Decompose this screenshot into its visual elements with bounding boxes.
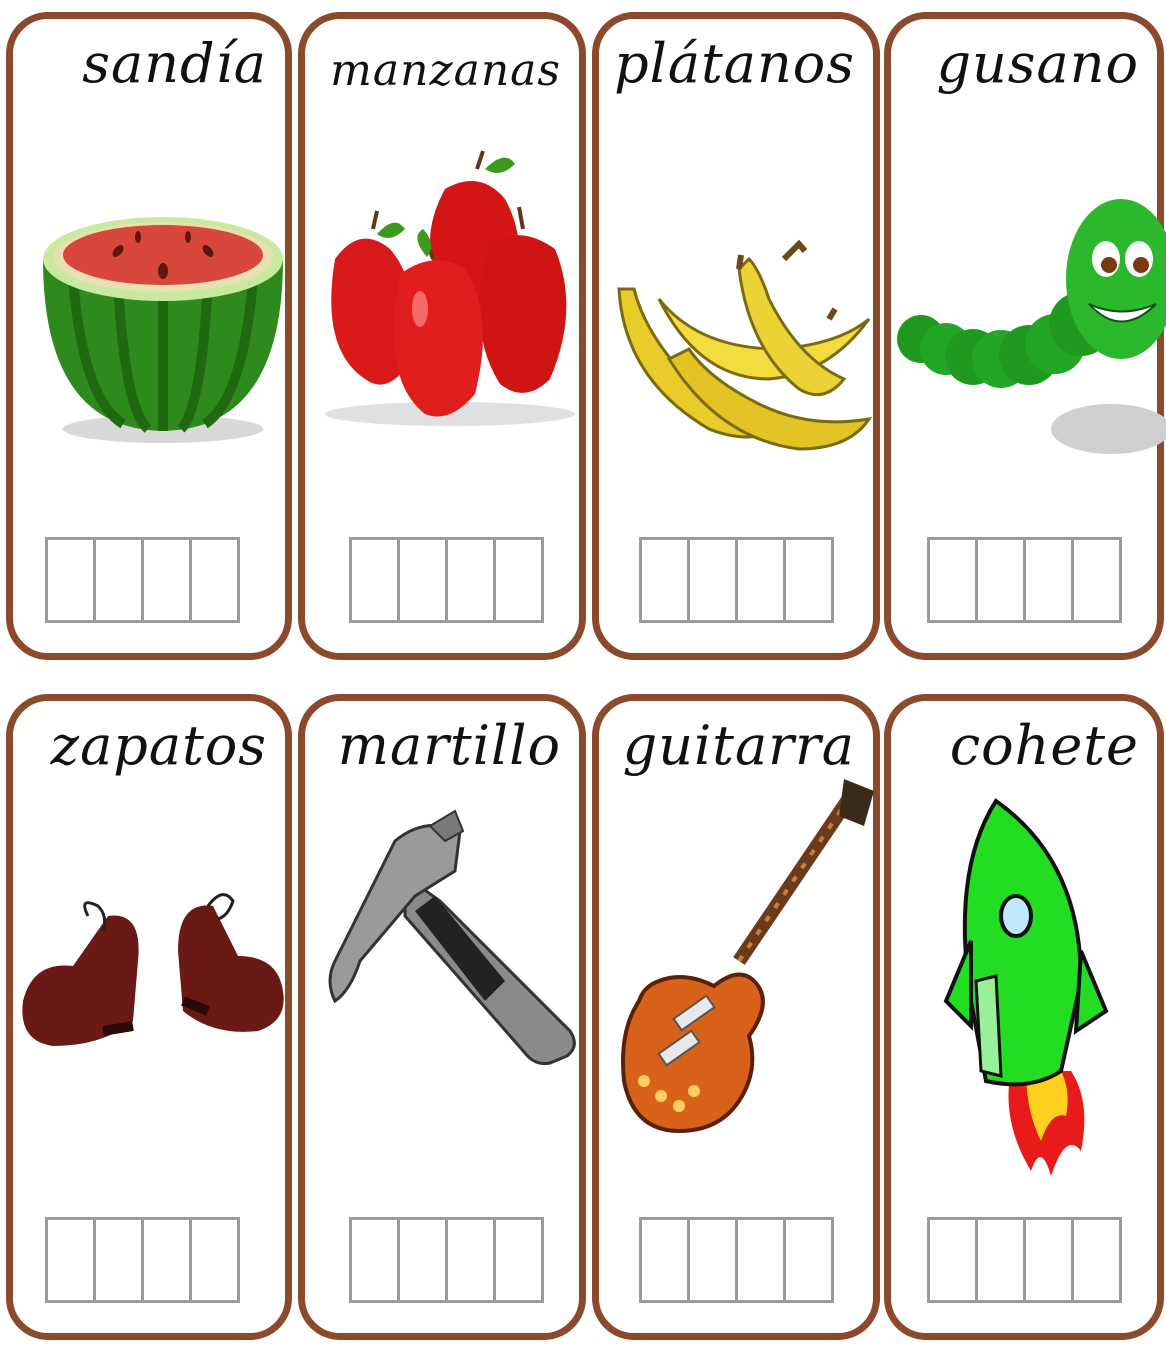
letter-boxes — [639, 537, 831, 623]
letter-box[interactable] — [45, 537, 96, 623]
card-platanos — [592, 12, 880, 660]
letter-box[interactable] — [141, 1217, 192, 1303]
card-word: zapatos — [50, 714, 267, 777]
card-guitarra — [592, 694, 880, 1340]
letter-box[interactable] — [141, 537, 192, 623]
letter-boxes — [639, 1217, 831, 1303]
letter-box[interactable] — [493, 1217, 544, 1303]
letter-box[interactable] — [927, 1217, 978, 1303]
letter-box[interactable] — [687, 1217, 738, 1303]
letter-box[interactable] — [735, 1217, 786, 1303]
card-word: guitarra — [622, 714, 855, 777]
card-word: martillo — [337, 714, 561, 777]
letter-box[interactable] — [1023, 1217, 1074, 1303]
card-martillo — [298, 694, 586, 1340]
card-word: gusano — [936, 32, 1139, 95]
letter-box[interactable] — [687, 537, 738, 623]
letter-box[interactable] — [349, 537, 400, 623]
letter-box[interactable] — [639, 1217, 690, 1303]
letter-box[interactable] — [189, 537, 240, 623]
letter-box[interactable] — [445, 537, 496, 623]
card-cohete — [884, 694, 1164, 1340]
letter-boxes — [349, 1217, 541, 1303]
card-zapatos — [6, 694, 292, 1340]
letter-box[interactable] — [189, 1217, 240, 1303]
card-gusano — [884, 12, 1164, 660]
letter-box[interactable] — [783, 537, 834, 623]
letter-box[interactable] — [397, 537, 448, 623]
letter-box[interactable] — [1071, 537, 1122, 623]
card-word: sandía — [82, 32, 267, 95]
letter-box[interactable] — [1071, 1217, 1122, 1303]
letter-box[interactable] — [975, 1217, 1026, 1303]
letter-box[interactable] — [397, 1217, 448, 1303]
letter-box[interactable] — [975, 537, 1026, 623]
letter-boxes — [45, 537, 237, 623]
letter-box[interactable] — [349, 1217, 400, 1303]
letter-boxes — [927, 537, 1119, 623]
card-word: plátanos — [614, 32, 855, 95]
letter-box[interactable] — [445, 1217, 496, 1303]
card-word: manzanas — [330, 45, 561, 96]
letter-boxes — [45, 1217, 237, 1303]
letter-box[interactable] — [735, 537, 786, 623]
letter-box[interactable] — [1023, 537, 1074, 623]
letter-boxes — [927, 1217, 1119, 1303]
card-word: cohete — [949, 714, 1139, 777]
letter-boxes — [349, 537, 541, 623]
letter-box[interactable] — [639, 537, 690, 623]
card-manzanas — [298, 12, 586, 660]
letter-box[interactable] — [783, 1217, 834, 1303]
letter-box[interactable] — [493, 537, 544, 623]
letter-box[interactable] — [927, 537, 978, 623]
letter-box[interactable] — [93, 537, 144, 623]
letter-box[interactable] — [45, 1217, 96, 1303]
letter-box[interactable] — [93, 1217, 144, 1303]
card-sandia — [6, 12, 292, 660]
